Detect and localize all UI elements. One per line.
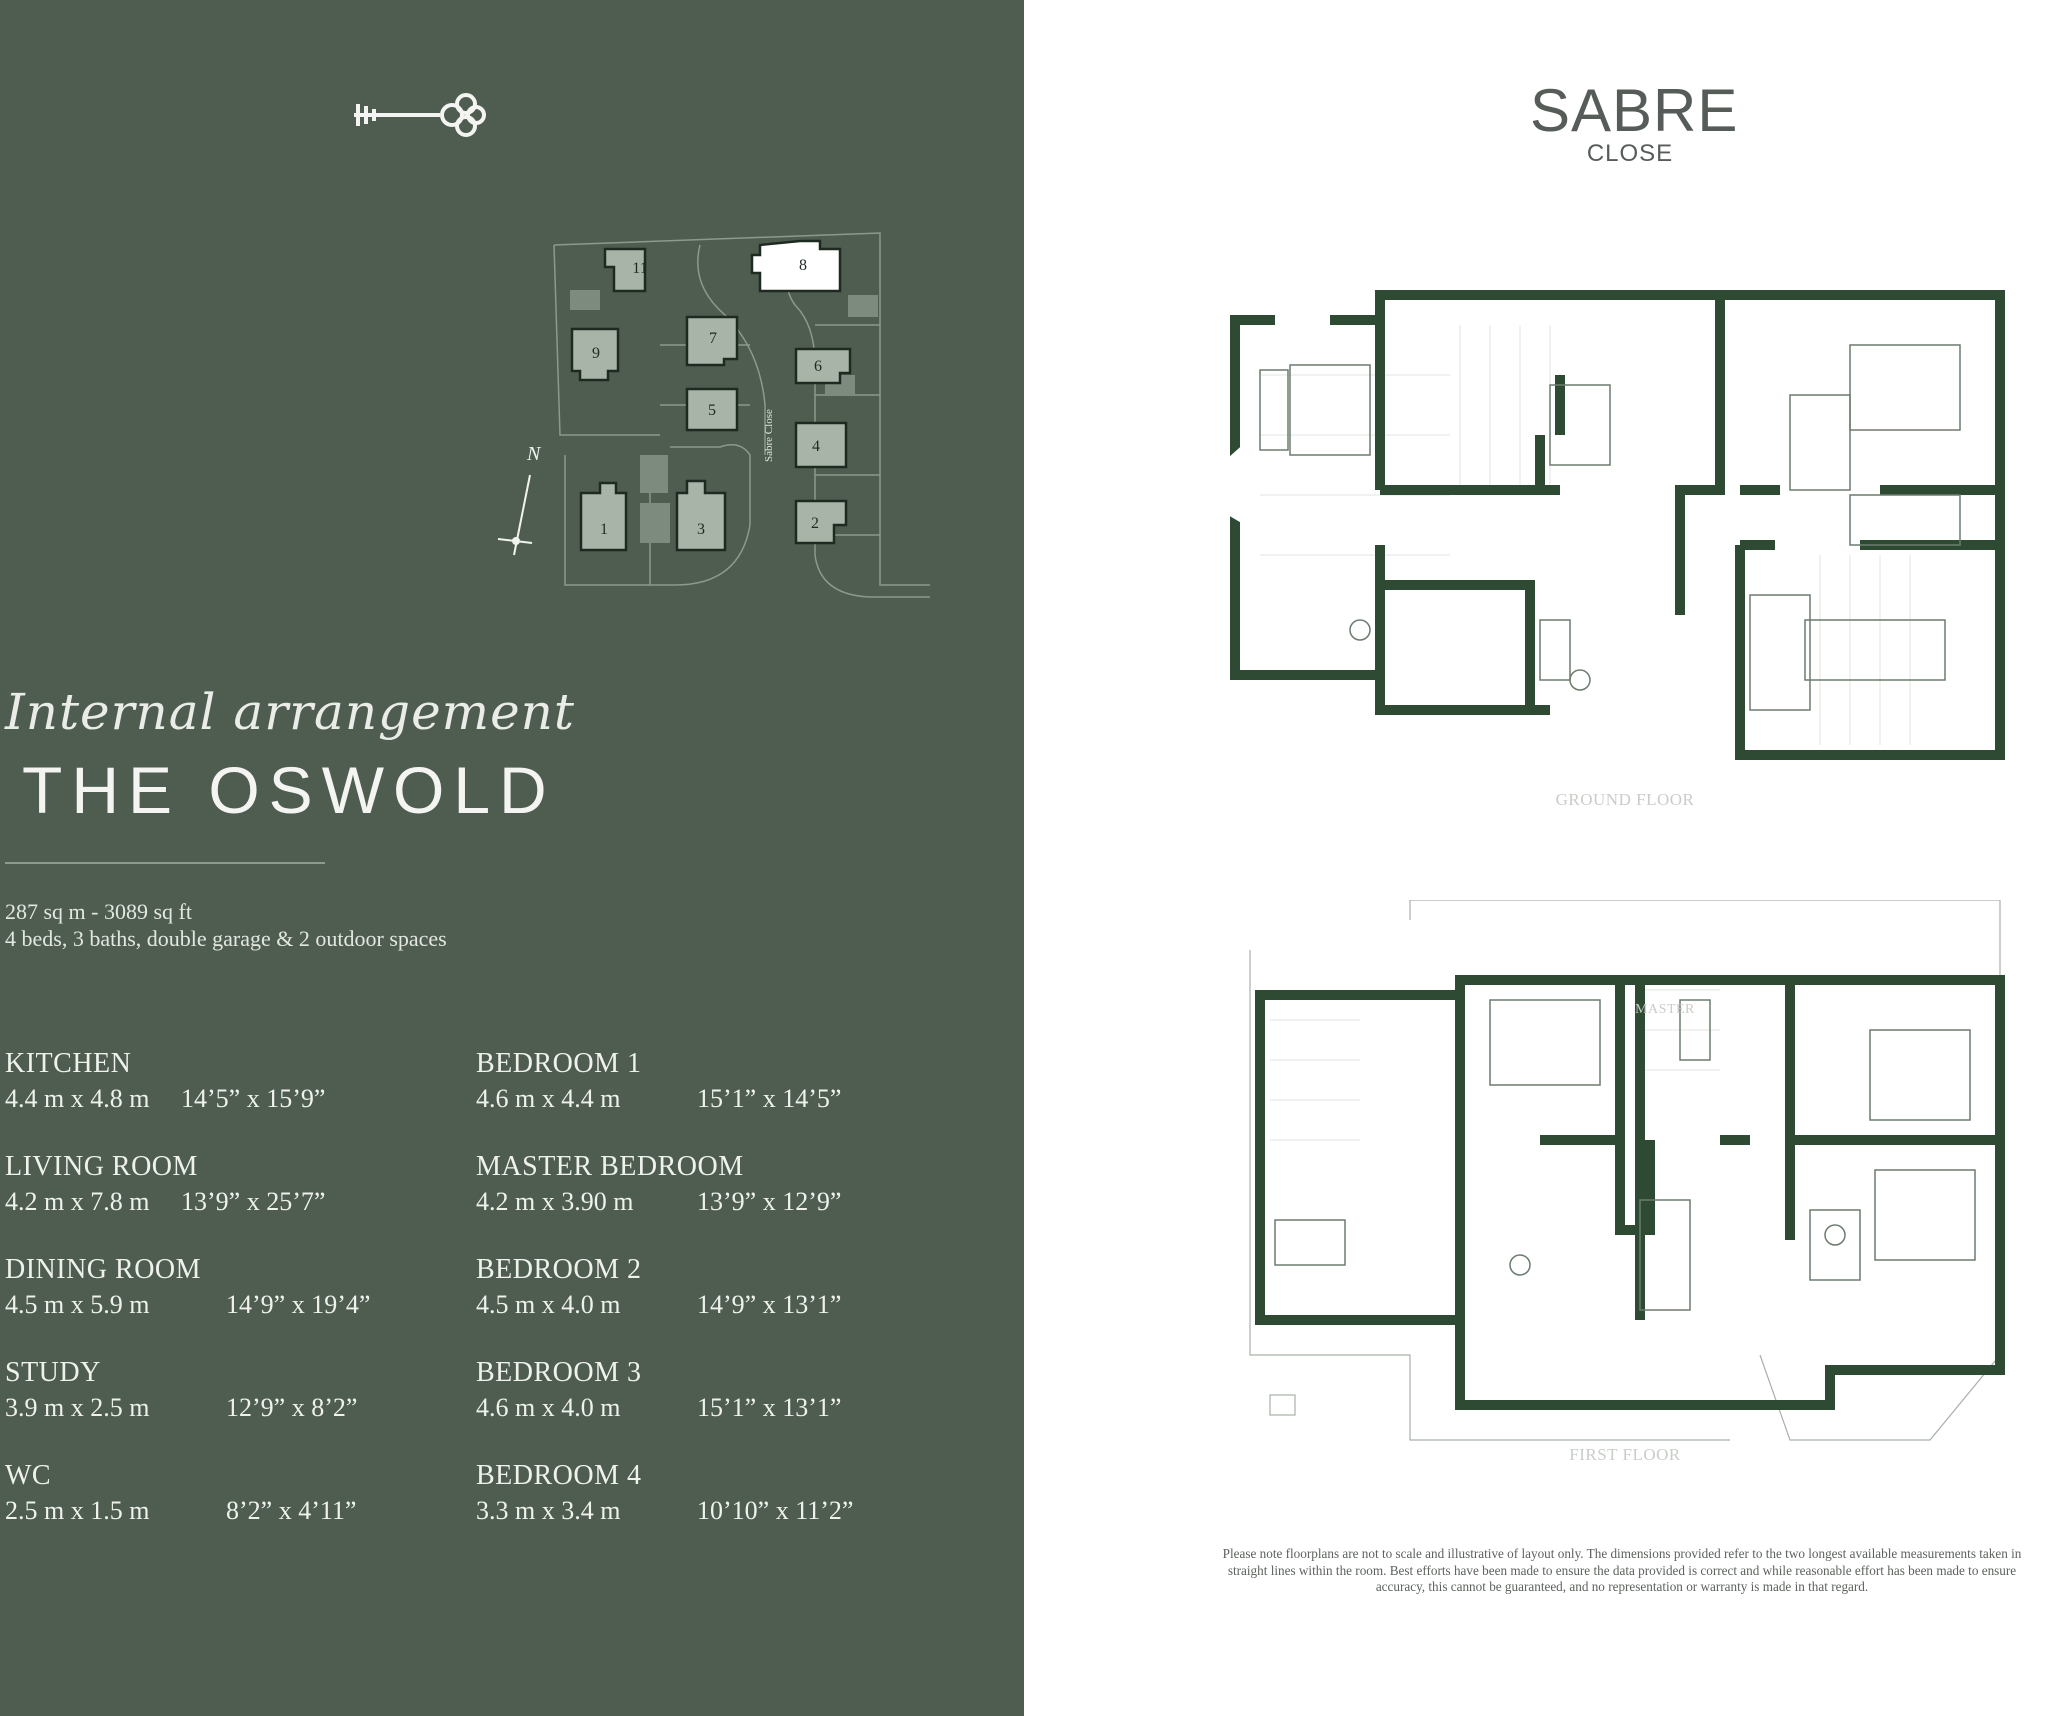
room-metric: 3.3 m x 3.4 m xyxy=(476,1496,621,1525)
room-name: BEDROOM 3 xyxy=(476,1357,642,1388)
plot-6-label: 6 xyxy=(814,358,822,375)
room-imperial: 8’2” x 4’11” xyxy=(226,1496,357,1525)
room-metric: 4.5 m x 4.0 m xyxy=(476,1290,621,1319)
room-bedroom-4 xyxy=(476,1460,854,1525)
room-name: WC xyxy=(5,1460,52,1491)
room-imperial: 12’9” x 8’2” xyxy=(226,1393,358,1422)
north-arrow-icon xyxy=(498,475,532,555)
room-name: MASTER BEDROOM xyxy=(476,1151,744,1182)
room-metric: 4.2 m x 7.8 m xyxy=(5,1187,150,1216)
room-name: KITCHEN xyxy=(5,1048,132,1079)
room-bedroom-3 xyxy=(476,1357,842,1422)
room-name: STUDY xyxy=(5,1357,101,1388)
plot-8-label: 8 xyxy=(799,257,807,274)
road-label: Sabre Close xyxy=(763,409,775,462)
room-kitchen xyxy=(5,1048,326,1113)
ground-floor-plan xyxy=(1230,275,2010,765)
plot-11-label: 11 xyxy=(632,260,648,277)
plot-4-label: 4 xyxy=(812,438,820,455)
room-imperial: 13’9” x 12’9” xyxy=(697,1187,842,1216)
room-name: BEDROOM 4 xyxy=(476,1460,642,1491)
room-metric: 4.5 m x 5.9 m xyxy=(5,1290,150,1319)
logo-line-2: CLOSE xyxy=(1586,140,1674,167)
room-metric: 3.9 m x 2.5 m xyxy=(5,1393,150,1422)
room-bedroom-1 xyxy=(476,1048,842,1113)
room-name: DINING ROOM xyxy=(5,1254,202,1285)
room-dining-room xyxy=(5,1254,371,1319)
room-name: BEDROOM 1 xyxy=(476,1048,642,1079)
plot-2-label: 2 xyxy=(811,515,819,532)
first-floor-plan xyxy=(1230,900,2030,1460)
room-study xyxy=(5,1357,358,1422)
room-wc xyxy=(5,1460,357,1525)
features-text: 4 beds, 3 baths, double garage & 2 outdoor spaces xyxy=(5,926,447,951)
plot-9-label: 9 xyxy=(592,345,600,362)
room-metric: 4.4 m x 4.8 m xyxy=(5,1084,150,1113)
room-imperial: 15’1” x 14’5” xyxy=(697,1084,842,1113)
plot-3-label: 3 xyxy=(697,521,705,538)
script-heading: Internal arrangement xyxy=(5,683,575,741)
brand-logo xyxy=(1530,77,1739,167)
room-metric: 4.6 m x 4.4 m xyxy=(476,1084,621,1113)
room-imperial: 14’9” x 13’1” xyxy=(697,1290,842,1319)
room-imperial: 14’9” x 19’4” xyxy=(226,1290,371,1319)
room-imperial: 13’9” x 25’7” xyxy=(181,1187,326,1216)
logo-line-1: SABRE xyxy=(1530,77,1739,144)
room-master-bedroom xyxy=(476,1151,842,1216)
plot-1-label: 1 xyxy=(600,521,608,538)
property-summary xyxy=(5,898,447,952)
first-floor-label: FIRST FLOOR xyxy=(1569,1445,1681,1464)
plot-5-label: 5 xyxy=(708,402,716,419)
room-imperial: 14’5” x 15’9” xyxy=(181,1084,326,1113)
site-plan xyxy=(490,225,950,625)
room-metric: 4.2 m x 3.90 m xyxy=(476,1187,634,1216)
plot-7-label: 7 xyxy=(709,330,717,347)
room-living-room xyxy=(5,1151,326,1216)
key-icon xyxy=(350,90,486,140)
master-label: MASTER xyxy=(1635,1002,1695,1017)
area-text: 287 sq m - 3089 sq ft xyxy=(5,899,192,924)
room-imperial: 10’10” x 11’2” xyxy=(697,1496,854,1525)
room-metric: 4.6 m x 4.0 m xyxy=(476,1393,621,1422)
ground-floor-label: GROUND FLOOR xyxy=(1555,790,1695,809)
page-title: THE OSWOLD xyxy=(22,753,556,827)
room-bedroom-2 xyxy=(476,1254,842,1319)
room-imperial: 15’1” x 13’1” xyxy=(697,1393,842,1422)
room-name: LIVING ROOM xyxy=(5,1151,198,1182)
disclaimer: Please note floorplans are not to scale and illustrative of layout only. The dimensions provided refer to the two longest available measurements taken in straight lines within the room. Best efforts have been made to ensure the data provided is correct and while reasonable effort has been made to ensure accuracy, this cannot be guaranteed, and no representation or warranty is made in that regard. xyxy=(1222,1546,2022,1594)
divider xyxy=(5,862,325,864)
room-metric: 2.5 m x 1.5 m xyxy=(5,1496,150,1525)
north-label: N xyxy=(527,443,541,465)
room-name: BEDROOM 2 xyxy=(476,1254,642,1285)
